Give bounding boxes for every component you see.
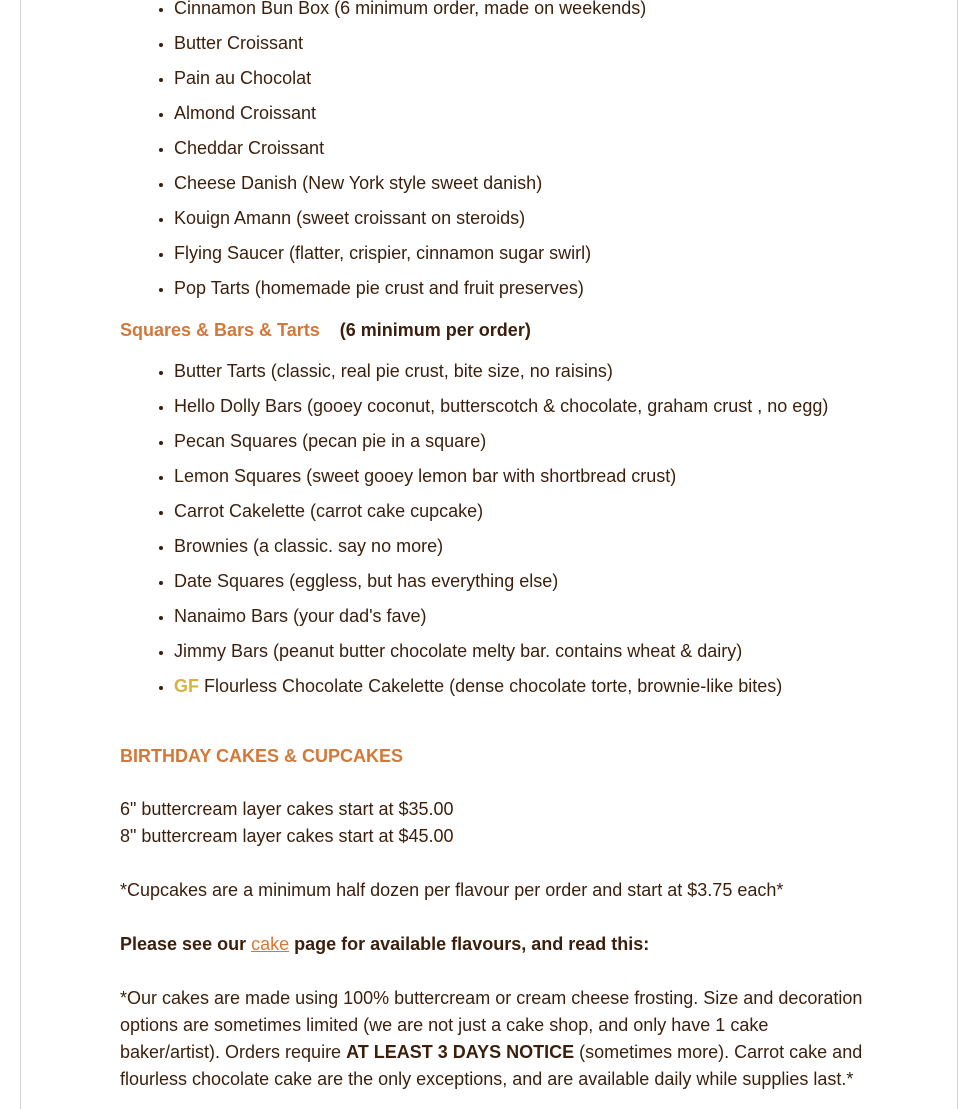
gf-badge: GF [174,676,199,696]
pastries-list [120,0,646,306]
list-item: • Flying Saucer (flatter, crispier, cinnamon sugar swirl) [174,236,646,271]
list-item: • Butter Tarts (classic, real pie crust, bite size, no raisins) [174,354,828,389]
note-part-1: *Our cakes are made using 100% buttercream or cream cheese frosting. Size and decoration options are sometimes limited (we are not just a cake shop, and only have 1 cake baker/artist). Orders require [120,988,863,1062]
list-item: • Cinnamon Bun Box (6 minimum order, made on weekends) [174,0,646,26]
notice-emphasis: AT LEAST 3 DAYS NOTICE [346,1042,575,1062]
cake-8-price: 8" buttercream layer cakes start at $45.00 [120,826,454,846]
list-item: • Butter Croissant [174,26,646,61]
see-suffix: page for available flavours, and read this: [289,934,650,954]
note-part-2: (sometimes more). Carrot cake and flourless chocolate cake are the only exceptions, and are available daily while supplies last.* [120,1042,863,1089]
list-item: • Jimmy Bars (peanut butter chocolate melty bar. contains wheat & dairy) [174,634,828,669]
list-item: • Hello Dolly Bars (gooey coconut, butterscotch & chocolate, graham crust , no egg) [174,389,828,424]
squares-list [120,354,828,704]
list-item: • Lemon Squares (sweet gooey lemon bar with shortbread crust) [174,459,828,494]
cake-6-price: 6" buttercream layer cakes start at $35.00 [120,799,454,819]
list-item: • Kouign Amann (sweet croissant on steroids) [174,201,646,236]
list-item: • Cheese Danish (New York style sweet danish) [174,166,646,201]
list-item: • Date Squares (eggless, but has everything else) [174,564,828,599]
list-item: • Almond Croissant [174,96,646,131]
gf-item-label: Flourless Chocolate Cakelette (dense chocolate torte, brownie-like bites) [204,676,783,696]
cake-page-link[interactable]: cake [251,934,290,954]
see-cake-page [120,931,865,958]
list-item: • Cheddar Croissant [174,131,646,166]
squares-note: (6 minimum per order) [339,320,531,340]
see-prefix: Please see our [120,934,252,954]
cake-order-note [120,985,865,1093]
cupcake-note: *Cupcakes are a minimum half dozen per flavour per order and start at $3.75 each* [120,880,784,900]
list-item: • Brownies (a classic. say no more) [174,529,828,564]
list-item: • Nanaimo Bars (your dad's fave) [174,599,828,634]
list-item: • Pecan Squares (pecan pie in a square) [174,424,828,459]
list-item-gf [174,669,828,704]
squares-heading [120,319,531,341]
list-item: • Carrot Cakelette (carrot cake cupcake) [174,494,828,529]
list-item: • Pop Tarts (homemade pie crust and fruit preserves) [174,271,646,306]
list-item: • Pain au Chocolat [174,61,646,96]
birthday-heading: BIRTHDAY CAKES & CUPCAKES [120,746,404,766]
cake-prices [120,796,865,850]
squares-title: Squares & Bars & Tarts [120,320,320,340]
